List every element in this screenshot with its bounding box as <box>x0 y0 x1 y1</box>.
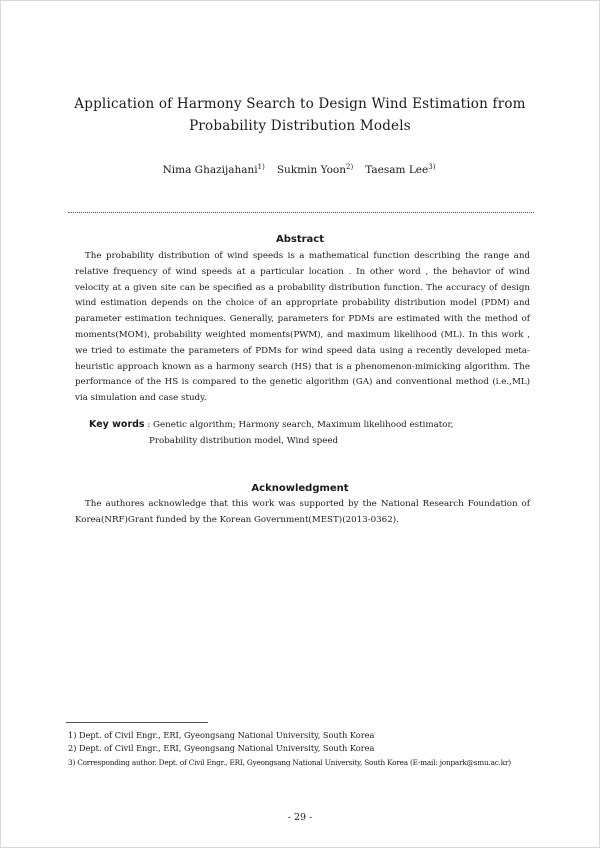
acknowledgment-body: The authores acknowledge that this work was supported by the National Research Foundation of Korea(NRF)Grant funded by the Korean Government(MEST)(2013-0362). <box>75 499 530 525</box>
footnote-3: 3) Corresponding author. Dept. of Civil Engr., ERI, Gyeongsang National University, South Korea (E-mail: jonpark@smu.ac.kr) <box>68 757 511 767</box>
abstract-body: The probability distribution of wind speeds is a mathematical function describing the range and relative frequency of wind speeds at a particular location . In other word , the behavior of wind velocity at a given site can be specified as a probability distribution function. The accuracy of design wind estimation depends on the choice of an appropriate probability distribution model (PDM) and parameter estimation techniques. Generally, parameters for PDMs are estimated with the method of moments(MOM), probability weighted moments(PWM), and maximum likelihood (ML). In this work , we tried to estimate the parameters of PDMs for wind speed data using a recently developed meta-heuristic approach known as a harmony search (HS) that is a phenomenon-mimicking algorithm. The performance of the HS is compared to the genetic algorithm (GA) and conventional method (i.e.,ML) via simulation and case study. <box>75 251 530 404</box>
author-affiliation-mark: 1) <box>257 163 265 171</box>
footnote-2: 2) Dept. of Civil Engr., ERI, Gyeongsang National University, South Korea <box>68 743 375 754</box>
dotted-separator <box>68 212 534 213</box>
author-affiliation-mark: 3) <box>428 163 436 171</box>
author-name: Sukmin Yoon <box>276 164 347 176</box>
author-name: Nima Ghazijahani <box>162 164 258 176</box>
author-affiliation-mark: 2) <box>346 163 354 171</box>
footnote-rule <box>66 722 208 723</box>
keywords-block <box>89 417 529 450</box>
author-name: Taesam Lee <box>365 164 429 176</box>
keywords-line-2: Probability distribution model, Wind speed <box>149 435 339 446</box>
page-number: - 29 - <box>287 812 313 823</box>
author-list <box>40 163 560 176</box>
keywords-label: Key words <box>89 419 145 430</box>
footnote-1: 1) Dept. of Civil Engr., ERI, Gyeongsang National University, South Korea <box>68 730 375 740</box>
keywords-line-1: : Genetic algorithm; Harmony search, Maximum likelihood estimator, <box>147 420 454 430</box>
footnotes <box>68 729 538 769</box>
title-line-2: Probability Distribution Models <box>189 118 411 134</box>
paper-title <box>40 93 560 137</box>
title-line-1: Application of Harmony Search to Design Wind Estimation from <box>74 96 526 112</box>
abstract-heading: Abstract <box>275 234 325 245</box>
acknowledgment-heading: Acknowledgment <box>251 483 349 494</box>
